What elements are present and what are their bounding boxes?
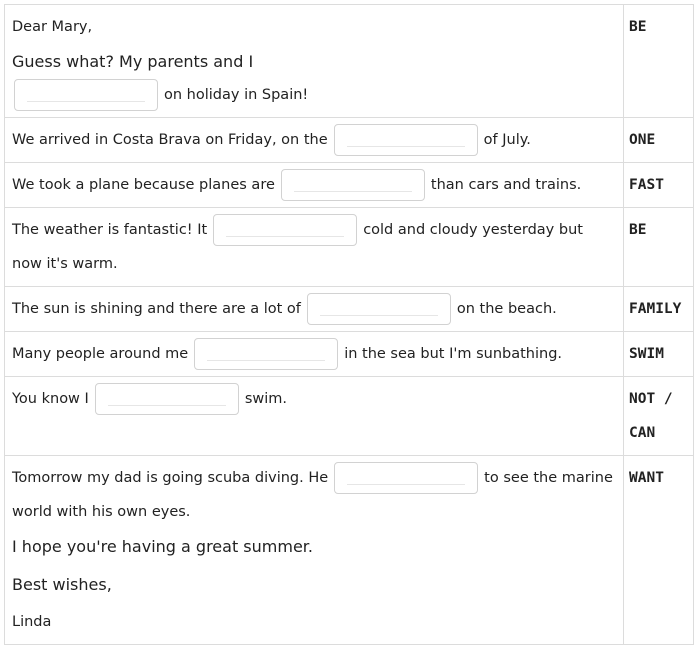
row-5 [5, 287, 694, 332]
keyword-fast: FAST [629, 177, 664, 193]
answer-input-1[interactable] [14, 79, 158, 111]
answer-input-3[interactable] [281, 169, 425, 201]
answer-input-6[interactable] [194, 338, 338, 370]
sentence-cell [5, 163, 624, 208]
row-4 [5, 208, 694, 287]
sentence-after: swim. [244, 391, 287, 407]
sentence-before: We took a plane because planes are [12, 177, 275, 193]
keyword-cell [624, 5, 694, 118]
row-2 [5, 118, 694, 163]
sign-off: Best wishes, [12, 574, 112, 594]
keyword-cell [624, 118, 694, 163]
signature: Linda [12, 614, 52, 630]
keyword-cell [624, 377, 694, 456]
keyword-family: FAMILY [629, 301, 682, 317]
keyword-cell [624, 332, 694, 377]
keyword-cell [624, 208, 694, 287]
keyword-can: CAN [629, 425, 656, 441]
sentence-cell [5, 118, 624, 163]
sentence-continuation: now it's warm. [12, 256, 118, 272]
row-intro [5, 5, 694, 118]
sentence-after: on the beach. [456, 301, 557, 317]
keyword-be: BE [629, 222, 647, 238]
row-8 [5, 456, 694, 645]
keyword-not: NOT / [629, 391, 673, 407]
sentence-before: You know I [12, 391, 89, 407]
answer-input-7[interactable] [95, 383, 239, 415]
sentence-continuation: world with his own eyes. [12, 504, 191, 520]
sentence-before: The weather is fantastic! It [12, 222, 208, 238]
answer-input-4[interactable] [213, 214, 357, 246]
sentence-cell [5, 456, 624, 645]
sentence-cell [5, 377, 624, 456]
sentence-cell [5, 5, 624, 118]
exercise-table [4, 4, 694, 645]
sentence-cell [5, 208, 624, 287]
keyword-cell [624, 456, 694, 645]
sentence-after: cold and cloudy yesterday but [363, 222, 583, 238]
row-7 [5, 377, 694, 456]
sentence-before: Many people around me [12, 346, 189, 362]
sentence-before: We arrived in Costa Brava on Friday, on the [12, 132, 328, 148]
sentence-after: than cars and trains. [430, 177, 582, 193]
greeting: Dear Mary, [12, 19, 93, 35]
sentence-cell [5, 332, 624, 377]
sentence-before: The sun is shining and there are a lot of [12, 301, 301, 317]
answer-input-5[interactable] [307, 293, 451, 325]
keyword-one: ONE [629, 132, 656, 148]
closing-line: I hope you're having a great summer. [12, 536, 313, 556]
keyword-swim: SWIM [629, 346, 664, 362]
row-3 [5, 163, 694, 208]
sentence-after: in the sea but I'm sunbathing. [344, 346, 563, 362]
intro-text: Guess what? My parents and I [12, 51, 254, 71]
row-6 [5, 332, 694, 377]
answer-input-2[interactable] [334, 124, 478, 156]
keyword-cell [624, 163, 694, 208]
answer-input-8[interactable] [334, 462, 478, 494]
intro-after-gap: on holiday in Spain! [164, 87, 309, 103]
sentence-cell [5, 287, 624, 332]
keyword-cell [624, 287, 694, 332]
sentence-before: Tomorrow my dad is going scuba diving. He [12, 470, 329, 486]
keyword-want: WANT [629, 470, 664, 486]
sentence-after: of July. [483, 132, 531, 148]
keyword-be: BE [629, 19, 647, 35]
sentence-after: to see the marine [484, 470, 613, 486]
